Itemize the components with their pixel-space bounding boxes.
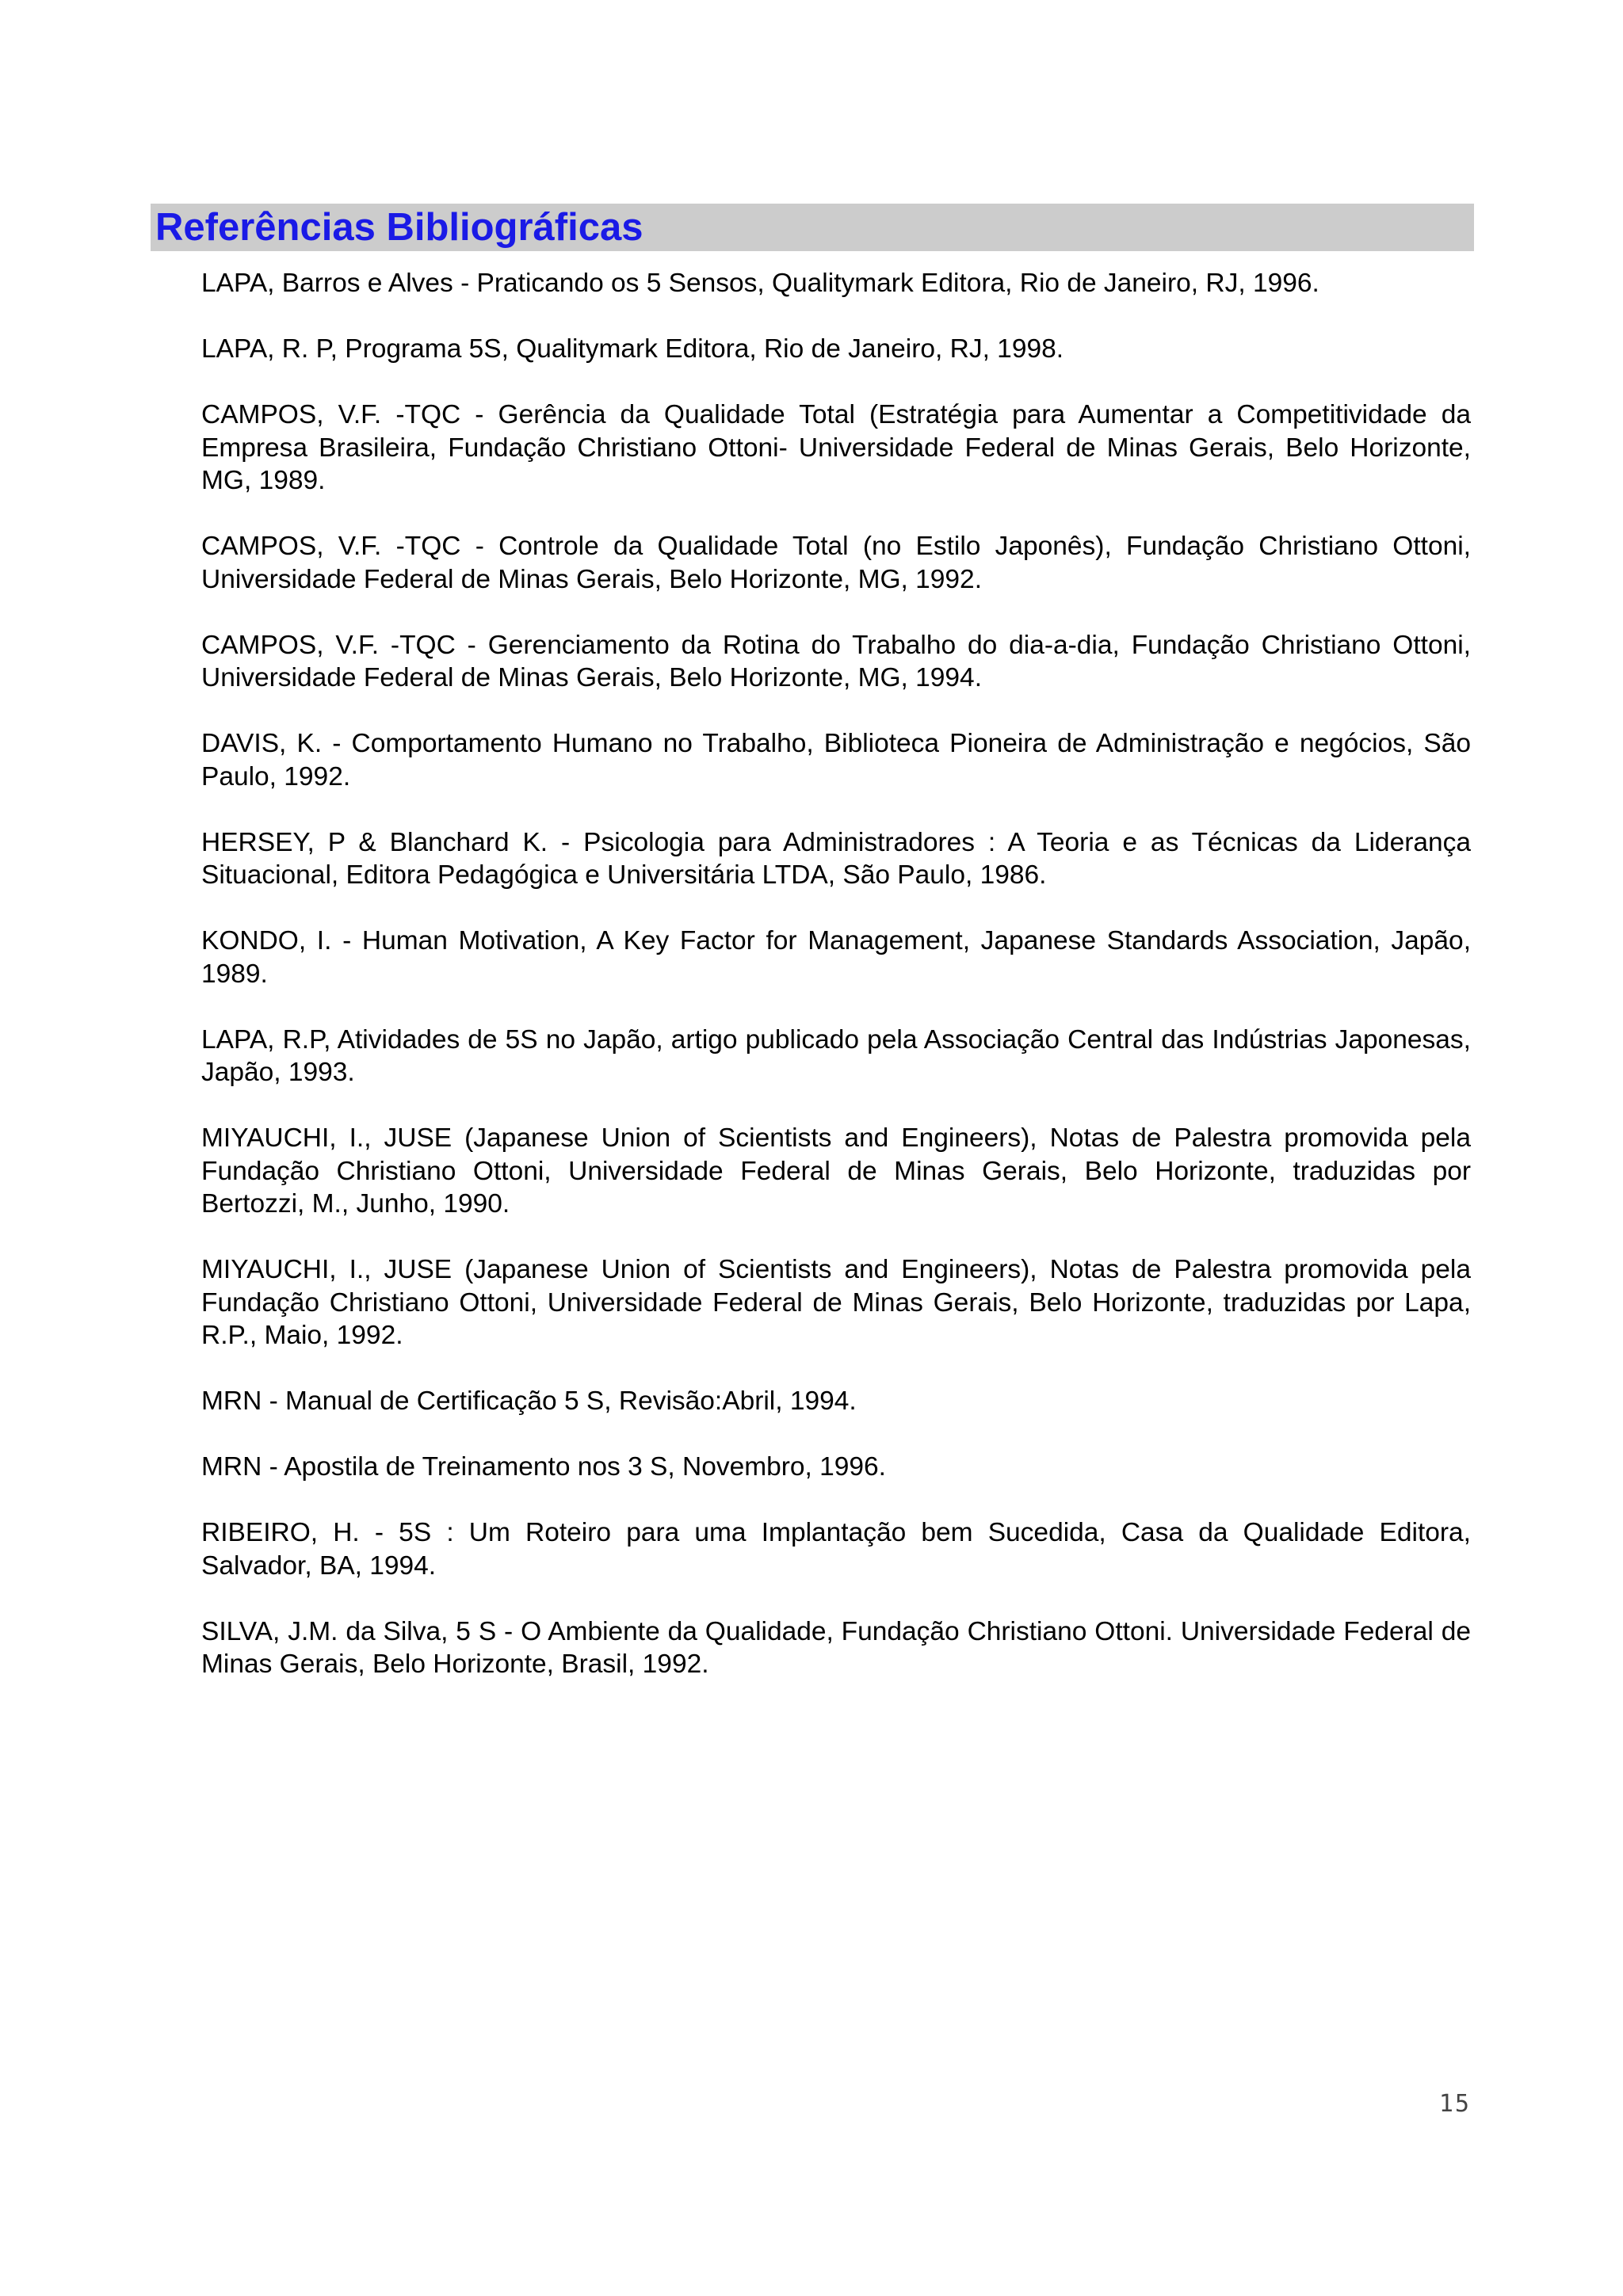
section-heading: Referências Bibliográficas — [155, 206, 643, 249]
reference-item: CAMPOS, V.F. -TQC - Gerenciamento da Rotina do Trabalho do dia-a-dia, Fundação Christiano Ottoni, Universidade Federal de Minas Gerais, Belo Horizonte, MG, 1994. — [201, 630, 1471, 692]
reference-item: LAPA, R. P, Programa 5S, Qualitymark Editora, Rio de Janeiro, RJ, 1998. — [201, 334, 1064, 364]
reference-item: MRN - Manual de Certificação 5 S, Revisão:Abril, 1994. — [201, 1386, 857, 1416]
reference-item: RIBEIRO, H. - 5S : Um Roteiro para uma Implantação bem Sucedida, Casa da Qualidade Editora, Salvador, BA, 1994. — [201, 1518, 1471, 1581]
reference-item: MRN - Apostila de Treinamento nos 3 S, Novembro, 1996. — [201, 1452, 886, 1482]
section-heading-bar — [151, 204, 1474, 251]
page-number: 15 — [1438, 2090, 1471, 2118]
reference-item: SILVA, J.M. da Silva, 5 S - O Ambiente da Qualidade, Fundação Christiano Ottoni. Universidade Federal de Minas Gerais, Belo Horizonte, Brasil, 1992. — [201, 1616, 1471, 1679]
reference-item: LAPA, Barros e Alves - Praticando os 5 Sensos, Qualitymark Editora, Rio de Janeiro, RJ, 1996. — [201, 269, 1319, 298]
reference-item: LAPA, R.P, Atividades de 5S no Japão, artigo publicado pela Associação Central das Indústrias Japonesas, Japão, 1993. — [201, 1024, 1471, 1087]
reference-item: MIYAUCHI, I., JUSE (Japanese Union of Scientists and Engineers), Notas de Palestra promovida pela Fundação Christiano Ottoni, Universidade Federal de Minas Gerais, Belo Horizonte, traduzidas por Lapa, R.P., Maio, 1992. — [201, 1255, 1471, 1350]
reference-item: HERSEY, P & Blanchard K. - Psicologia para Administradores : A Teoria e as Técnicas da Liderança Situacional, Editora Pedagógica e Universitária LTDA, São Paulo, 1986. — [201, 827, 1471, 890]
reference-list — [201, 267, 1471, 1714]
reference-item: CAMPOS, V.F. -TQC - Controle da Qualidade Total (no Estilo Japonês), Fundação Christiano Ottoni, Universidade Federal de Minas Gerais, Belo Horizonte, MG, 1992. — [201, 532, 1471, 594]
reference-item: DAVIS, K. - Comportamento Humano no Trabalho, Biblioteca Pioneira de Administração e negócios, São Paulo, 1992. — [201, 729, 1471, 791]
reference-item: KONDO, I. - Human Motivation, A Key Factor for Management, Japanese Standards Association, Japão, 1989. — [201, 926, 1471, 989]
reference-item: CAMPOS, V.F. -TQC - Gerência da Qualidade Total (Estratégia para Aumentar a Competitividade da Empresa Brasileira, Fundação Christiano Ottoni- Universidade Federal de Minas Gerais, Belo Horizonte, MG, 1989. — [201, 400, 1471, 495]
reference-item: MIYAUCHI, I., JUSE (Japanese Union of Scientists and Engineers), Notas de Palestra promovida pela Fundação Christiano Ottoni, Universidade Federal de Minas Gerais, Belo Horizonte, traduzidas por Bertozzi, M., Junho, 1990. — [201, 1123, 1471, 1219]
